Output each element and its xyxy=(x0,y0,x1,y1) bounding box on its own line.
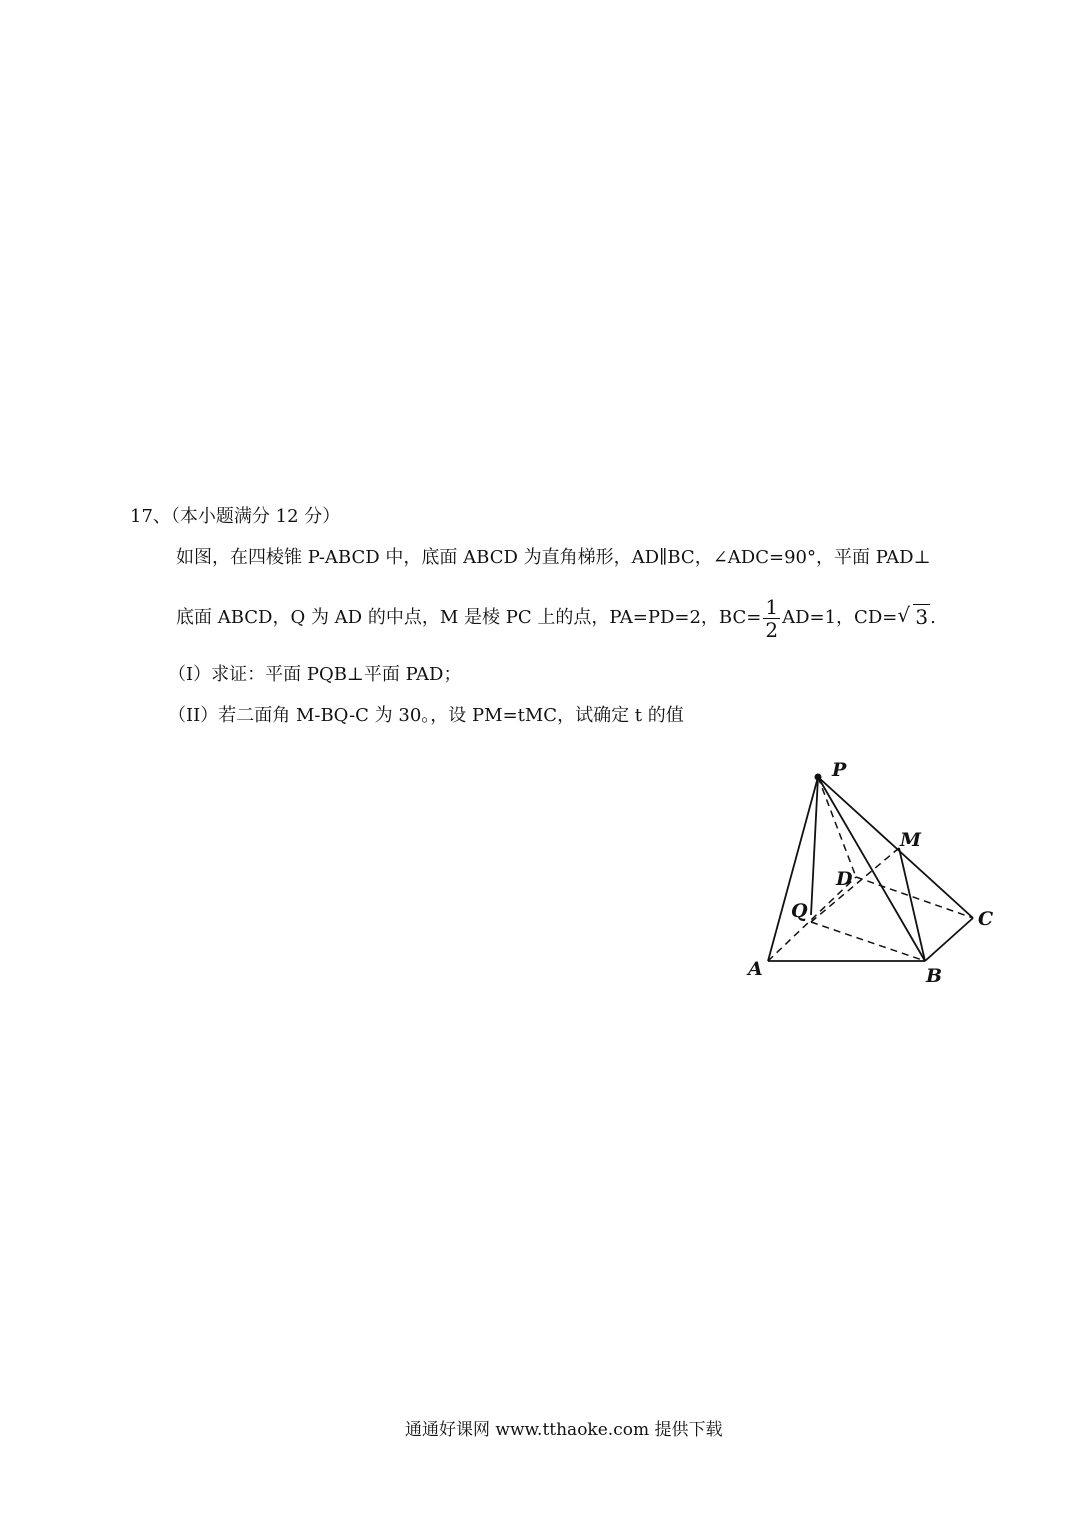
segment-QM-hidden xyxy=(811,848,899,922)
radical-sign: √ xyxy=(897,603,911,627)
label-P: P xyxy=(832,759,847,781)
vertex-P-dot xyxy=(815,774,822,781)
segment-QB-hidden xyxy=(811,922,925,961)
line2-text-a: 底面 ABCD，Q 为 AD 的中点，M 是棱 PC 上的点，PA=PD=2，BC= xyxy=(176,607,762,628)
segment-MB xyxy=(899,848,925,961)
line2-text-b: AD=1，CD= xyxy=(782,607,898,628)
problem-header: 17、（本小题满分 12 分） xyxy=(130,506,341,527)
label-C: C xyxy=(978,908,994,930)
fraction-denominator: 2 xyxy=(765,617,779,642)
edge-PA xyxy=(768,777,818,961)
problem-statement-line1: 如图，在四棱锥 P-ABCD 中，底面 ABCD 为直角梯形，AD∥BC，∠ADC=90°，平面 PAD⊥ xyxy=(176,547,931,568)
label-A: A xyxy=(748,958,763,980)
label-Q: Q xyxy=(791,900,808,922)
line2-text-end: . xyxy=(930,607,936,628)
edge-PB xyxy=(818,777,925,961)
page-footer: 通通好课网 www.tthaoke.com 提供下载 xyxy=(405,1420,723,1440)
edge-BC xyxy=(925,918,973,961)
fraction-one-half xyxy=(763,596,780,641)
label-M: M xyxy=(900,829,922,851)
part-one-question: （Ⅰ）求证：平面 PQB⊥平面 PAD； xyxy=(168,664,462,685)
pyramid-figure xyxy=(740,755,1010,995)
fraction-numerator: 1 xyxy=(765,594,779,619)
sqrt-three xyxy=(897,605,930,631)
part-two-question: （II）若二面角 M-BQ-C 为 30。，设 PM=tMC，试确定 t 的值 xyxy=(168,705,684,726)
label-D: D xyxy=(836,868,853,890)
radicand: 3 xyxy=(915,605,929,629)
edge-PD-hidden xyxy=(818,777,856,877)
label-B: B xyxy=(926,965,943,987)
problem-statement-line2 xyxy=(176,588,936,648)
